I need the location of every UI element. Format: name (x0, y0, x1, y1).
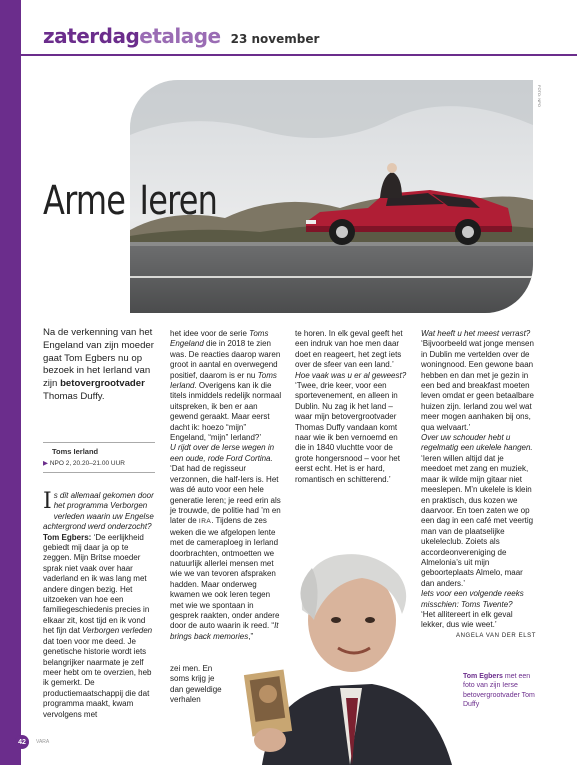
section-header (43, 24, 319, 52)
article-title (43, 178, 217, 224)
question: Hoe vaak was u er al geweest? (295, 370, 407, 380)
article-intro: Na de verkenning van het Engeland van zijn moeder gaat Tom Egbers nu op bezoek in het Ierland van zijn betovergrootvader Thomas Duffy. (43, 327, 154, 402)
question: Wat heeft u het meest verrast? (421, 329, 531, 338)
column-2: het idee voor de serie Toms Engeland die in 2018 te zien was. De reacties daarop waren groot in aantal en overwegend positief, daarom is er nu Toms Ierland. Overigens kan ik die titels inmiddels redelijk normaal uitspreken, ik ben er aan gewend geraakt. Maar eerst dacht ik: hoezo “mijn” Engeland, “mijn” Ierland?’ U rijdt over de Ierse wegen in een oude, rode Ford Cortina. ‘Dat had de regisseur verzonnen, die half-Iers is. Het was dé auto voor een hele generatie Ieren; je reed erin als je trouwde, de politie had ’m en later de IRA. Tijdens de zes weken die we afgelopen lente met de cameraploeg in Ierland doorbrachten, ontmoetten we natuurlijk allerlei mensen met wie we van tevoren afspraken hadden. Maar onderweg kwamen we ook Ieren tegen met wie we spontaan in gesprek raakten, onder andere door de auto waarin ik reed. “It brings back memories,” (170, 329, 282, 641)
column-2-end: zei men. En soms krijg je dan geweldige verhalen (170, 664, 222, 705)
tv-broadcast-time: ▶ NPO 2, 20.20–21.00 UUR (43, 460, 125, 467)
header-rule (21, 54, 577, 56)
question: Iets voor een volgende reeks misschien: Toms Twente? (421, 589, 524, 609)
page-footer (15, 735, 49, 749)
page-number: 42 (15, 735, 29, 749)
drop-cap: I (43, 489, 52, 514)
divider (43, 472, 155, 473)
divider (43, 442, 155, 443)
question: Over uw schouder hebt u regelmatig een ukelele hangen. (421, 433, 533, 453)
tv-show-title: Toms Ierland (52, 447, 99, 456)
magazine-label: VARA (36, 739, 50, 745)
issue-date: 23 november (230, 32, 320, 46)
intro-bold: betovergrootvader (60, 378, 145, 390)
author-signoff: ANGELA VAN DER ELST (456, 632, 536, 639)
photo-caption: Tom Egbers met een foto van zijn Ierse betovergrootvader Tom Duffy (463, 673, 535, 709)
question: U rijdt over de Ierse wegen in een oude, rode Ford Cortina. (170, 443, 275, 463)
title-word-2: Ieren (139, 178, 218, 224)
play-arrow-icon: ▶ (43, 460, 48, 467)
left-color-bar (0, 0, 21, 765)
section-name: zaterdag (43, 24, 140, 48)
speaker-name: Tom Egbers: (43, 532, 92, 542)
column-4: Wat heeft u het meest verrast? ‘Bijvoorbeeld wat jonge mensen in Dublin me vertelden over de woningnood. Een gewone baan hebben en dan met je gezin in een bed and breakfast moeten leven omdat er geen betaalbare huizen zijn. Ierland zou wel wat meer mogen aanhaken bij ons, qua welvaart.’ Over uw schouder hebt u regelmatig een ukelele hangen. ‘Ieren willen altijd dat je meedoet met zang en muziek, maar ik wilde mijn gitaar niet meeslepen. M’n ukelele is klein en praktisch, dus kozen we daarvoor. En toen zaten we op een dag in een café met veertig man van de plaatselijke ukeleleclub. Zoiets als accordeonvereniging de Almelonia’s uit mijn geboorteplaats Almelo, maar dan anders.’ Iets voor een volgende reeks misschien: Toms Twente? ‘Het allitereert in elk geval lekker, dus wie weet.’ ANGELA VAN DER ELST (421, 329, 536, 641)
column-1: Is dit allemaal gekomen door het programma Verborgen verleden waarin uw Engelse achtergrond werd onderzocht? Tom Egbers: ‘De eerlijkheid gebiedt mij daar ja op te zeggen. Mijn Britse moeder sprak niet vaak over haar vaderland en ik was lang met andere dingen bezig. Het uitzoeken van hoe een familiegeschiedenis precies in elkaar zit, kost tijd en ik vond het fijn dat Verborgen verleden dat toen voor me deed. Je genetische historie wordt iets belangrijker naarmate je zelf meer hebt om te overzien, heb ik gemerkt. De productiemaatschappij die dat programma maakt, kwam vervolgens met (43, 489, 154, 719)
title-word-1: Arme (43, 178, 126, 224)
section-subname: etalage (139, 24, 221, 48)
photo-credit: FOTO: NPO (537, 85, 542, 107)
portrait-photo (222, 548, 476, 765)
column-3: te horen. In elk geval geeft het een indruk van hoe men daar doet en reageert, het zegt iets over de sfeer van een land.’ Hoe vaak was u er al geweest? ‘Twee, drie keer, voor een sportevenement, en alleen in Dublin. Nu zag ik het land – waar mijn betovergrootvader Thomas Duffy vandaan komt naar wie ik ben vernoemd en die in 1840 vluchtte voor de grote hongersnood – voor het eerst echt. Het is er hard, romantisch en schitterend.’ (295, 329, 407, 484)
